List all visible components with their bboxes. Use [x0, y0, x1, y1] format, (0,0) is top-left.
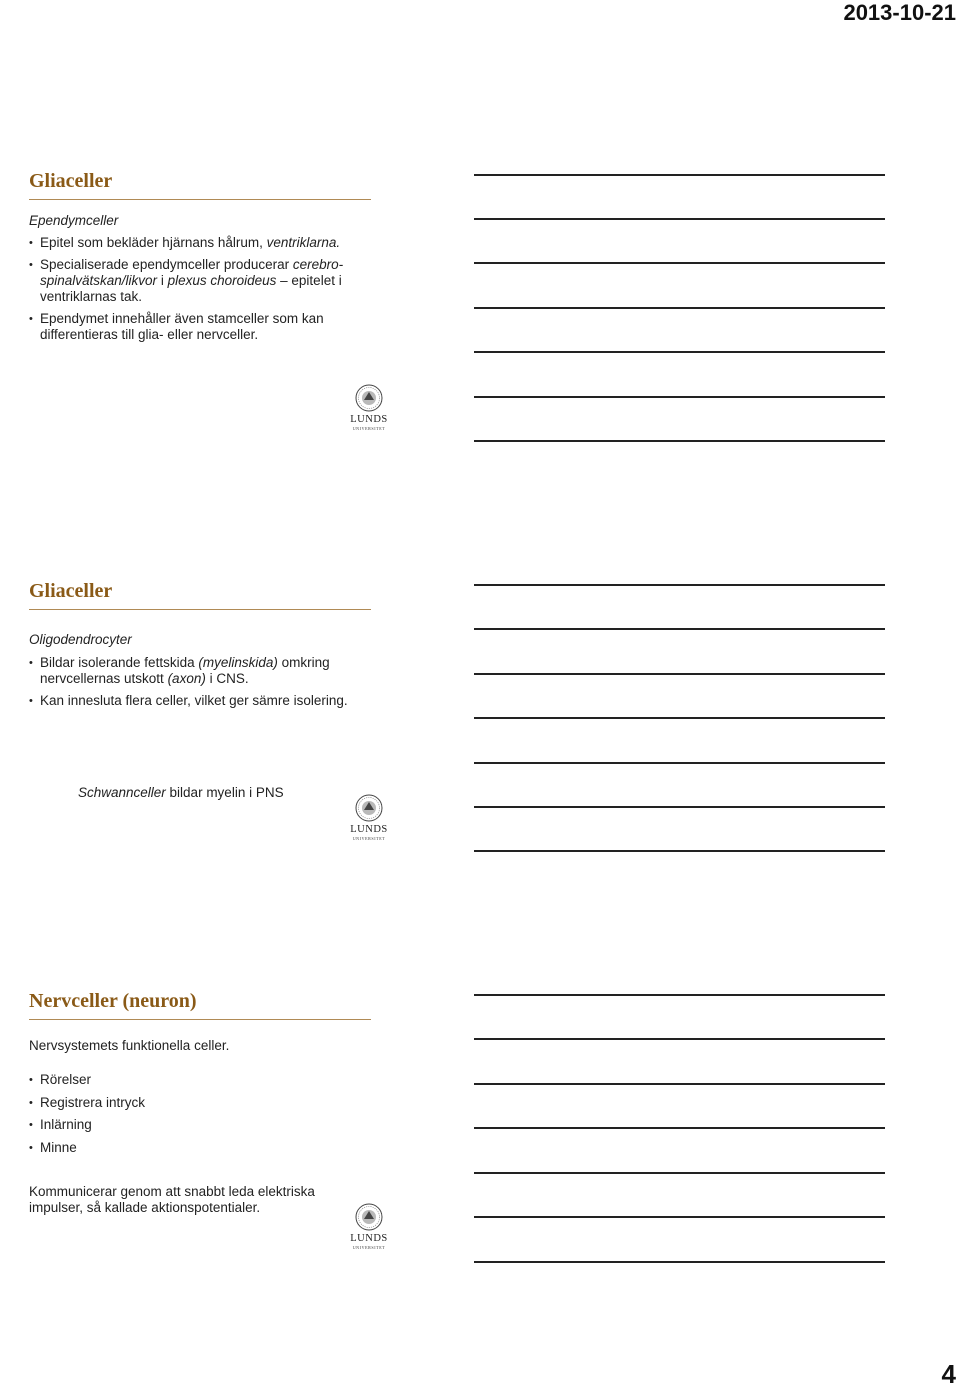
seal-icon — [355, 384, 383, 412]
list-item: • Kan innesluta flera celler, vilket ger sämre isolering. — [29, 693, 374, 709]
note-line — [474, 174, 885, 176]
note-line — [474, 762, 885, 764]
seal-icon — [355, 794, 383, 822]
note-line — [474, 1038, 885, 1040]
note-line — [474, 584, 885, 586]
note-line — [474, 218, 885, 220]
note-line — [474, 1261, 885, 1263]
note-line — [474, 1216, 885, 1218]
bullet-list — [29, 1072, 374, 1162]
note-line — [474, 307, 885, 309]
note-line — [474, 440, 885, 442]
schwann-note: Schwannceller bildar myelin i PNS — [78, 785, 284, 800]
note-line — [474, 628, 885, 630]
note-line — [474, 351, 885, 353]
lunds-university-logo — [349, 384, 389, 432]
seal-icon — [355, 1203, 383, 1231]
list-item: • Ependymet innehåller även stamceller som kan differentieras till glia- eller nervceller. — [29, 311, 374, 343]
page-number: 4 — [941, 1359, 956, 1389]
slide-title: Gliaceller — [29, 170, 113, 192]
note-line — [474, 806, 885, 808]
logo-subtitle: UNIVERSITET — [352, 836, 386, 841]
lunds-university-logo — [349, 1203, 389, 1251]
title-divider — [29, 1019, 371, 1020]
lunds-university-logo — [349, 794, 389, 842]
logo-subtitle: UNIVERSITET — [352, 426, 386, 431]
slide-title: Nervceller (neuron) — [29, 990, 197, 1012]
list-item: • Rörelser — [29, 1072, 374, 1088]
note-line — [474, 262, 885, 264]
note-line — [474, 673, 885, 675]
list-item: • Bildar isolerande fettskida (myelinskida) omkring nervcellernas utskott (axon) i CNS. — [29, 655, 374, 687]
note-line — [474, 1172, 885, 1174]
list-item: • Specialiserade ependymceller producerar cerebro-spinalvätskan/likvor i plexus choroideus – epitelet i ventriklarnas tak. — [29, 257, 374, 305]
logo-wordmark: LUNDS — [350, 824, 388, 835]
title-divider — [29, 199, 371, 200]
list-item: • Epitel som bekläder hjärnans hålrum, ventriklarna. — [29, 235, 374, 251]
list-item: • Inlärning — [29, 1117, 374, 1133]
slide-intro: Nervsystemets funktionella celler. — [29, 1038, 230, 1053]
note-line — [474, 1083, 885, 1085]
logo-wordmark: LUNDS — [350, 414, 388, 425]
list-item: • Registrera intryck — [29, 1095, 374, 1111]
slide-subheading: Oligodendrocyter — [29, 632, 132, 647]
note-line — [474, 850, 885, 852]
logo-wordmark: LUNDS — [350, 1233, 388, 1244]
bullet-list — [29, 235, 374, 349]
title-divider — [29, 609, 371, 610]
bullet-list — [29, 655, 374, 715]
slide-title: Gliaceller — [29, 580, 113, 602]
header-date: 2013-10-21 — [843, 0, 956, 25]
slide-closing: Kommunicerar genom att snabbt leda elektriska impulser, så kallade aktionspotentialer. — [29, 1184, 315, 1215]
logo-subtitle: UNIVERSITET — [352, 1245, 386, 1250]
note-line — [474, 1127, 885, 1129]
note-line — [474, 994, 885, 996]
list-item: • Minne — [29, 1140, 374, 1156]
note-line — [474, 717, 885, 719]
note-line — [474, 396, 885, 398]
slide-subheading: Ependymceller — [29, 213, 119, 228]
